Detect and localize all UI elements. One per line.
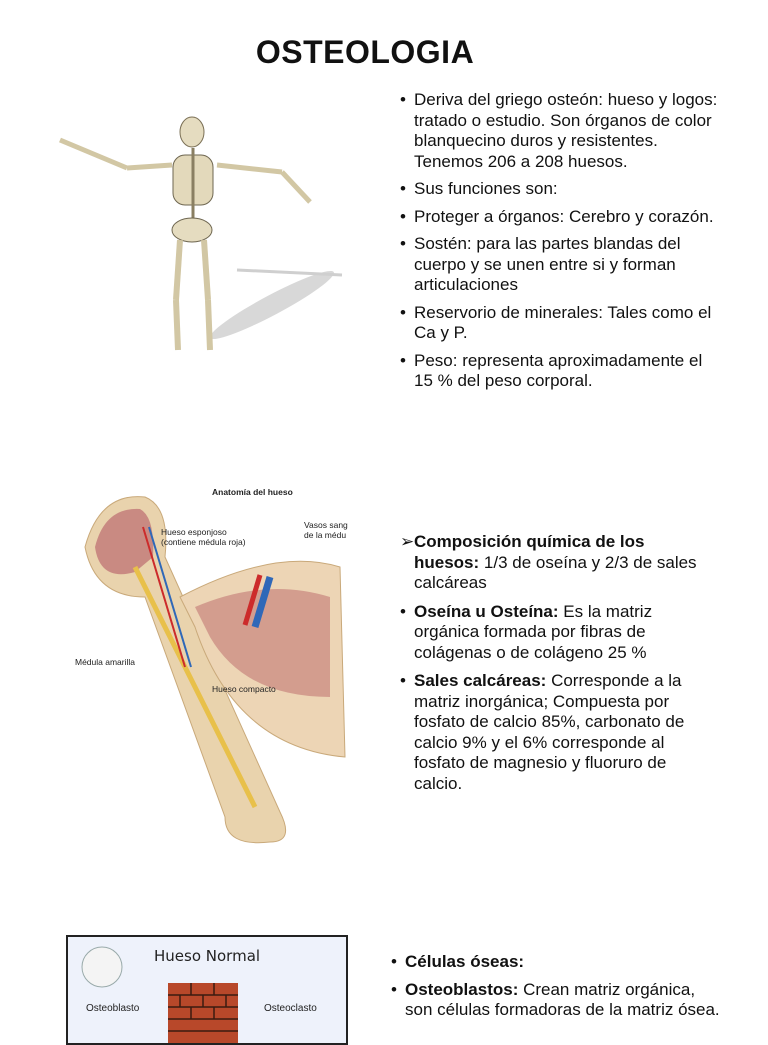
list-item: • Proteger a órganos: Cerebro y corazón.: [400, 206, 714, 226]
bone-cells-diagram: [66, 935, 348, 1045]
cell-diagram-title: Hueso Normal: [154, 947, 261, 965]
list-item: • Deriva del griego osteón: hueso y logos: tratado o estudio. Son órganos de color blanquecino duros y resistentes. Tenemos 206 a 208 huesos.: [400, 90, 718, 171]
label-yellow-marrow: Médula amarilla: [75, 657, 135, 667]
osteoblast-label: Osteoblasto: [86, 1003, 140, 1014]
figure-title: Anatomía del hueso: [212, 487, 293, 497]
composition-list: [400, 532, 712, 802]
list-item: • Osteoblastos: Crean matriz orgánica, son células formadoras de la matriz ósea.: [391, 979, 720, 1019]
list-item: • Oseína u Osteína: Es la matriz orgánica formada por fibras de colágenas o de colágeno 25 %: [400, 601, 653, 662]
list-item: • Sus funciones son:: [400, 179, 558, 198]
femur-anatomy-illustration: [75, 487, 353, 847]
label-spongy-sub: (contiene médula roja): [161, 537, 246, 547]
label-vessels: Vasos sang: [304, 520, 348, 530]
list-item: • Sales calcáreas: Corresponde a la matriz inorgánica; Compuesta por fosfato de calcio 85%, carbonato de calcio 9% y el 6% corresponde al fosfato de magnesio y fluoruro de calcio.: [400, 671, 685, 793]
list-item: • Reservorio de minerales: Tales como el Ca y P.: [400, 302, 712, 342]
page-title: OSTEOLOGIA: [255, 34, 475, 70]
label-spongy: Hueso esponjoso: [161, 527, 227, 537]
skeleton-illustration: [52, 110, 352, 370]
functions-list: [400, 90, 718, 399]
list-item: • Células óseas:: [391, 952, 525, 971]
label-compact: Hueso compacto: [212, 684, 276, 694]
cells-list: [391, 952, 721, 1028]
list-item: • Peso: representa aproximadamente el 15 % del peso corporal.: [400, 350, 703, 390]
list-item: • Sostén: para las partes blandas del cuerpo y se unen entre si y forman articulaciones: [400, 234, 681, 294]
osteoclast-label: Osteoclasto: [264, 1003, 317, 1014]
label-vessels-sub: de la médu: [304, 530, 347, 540]
list-item: ➢ Composición química de los huesos: 1/3 de oseína y 2/3 de sales calcáreas: [400, 532, 697, 592]
